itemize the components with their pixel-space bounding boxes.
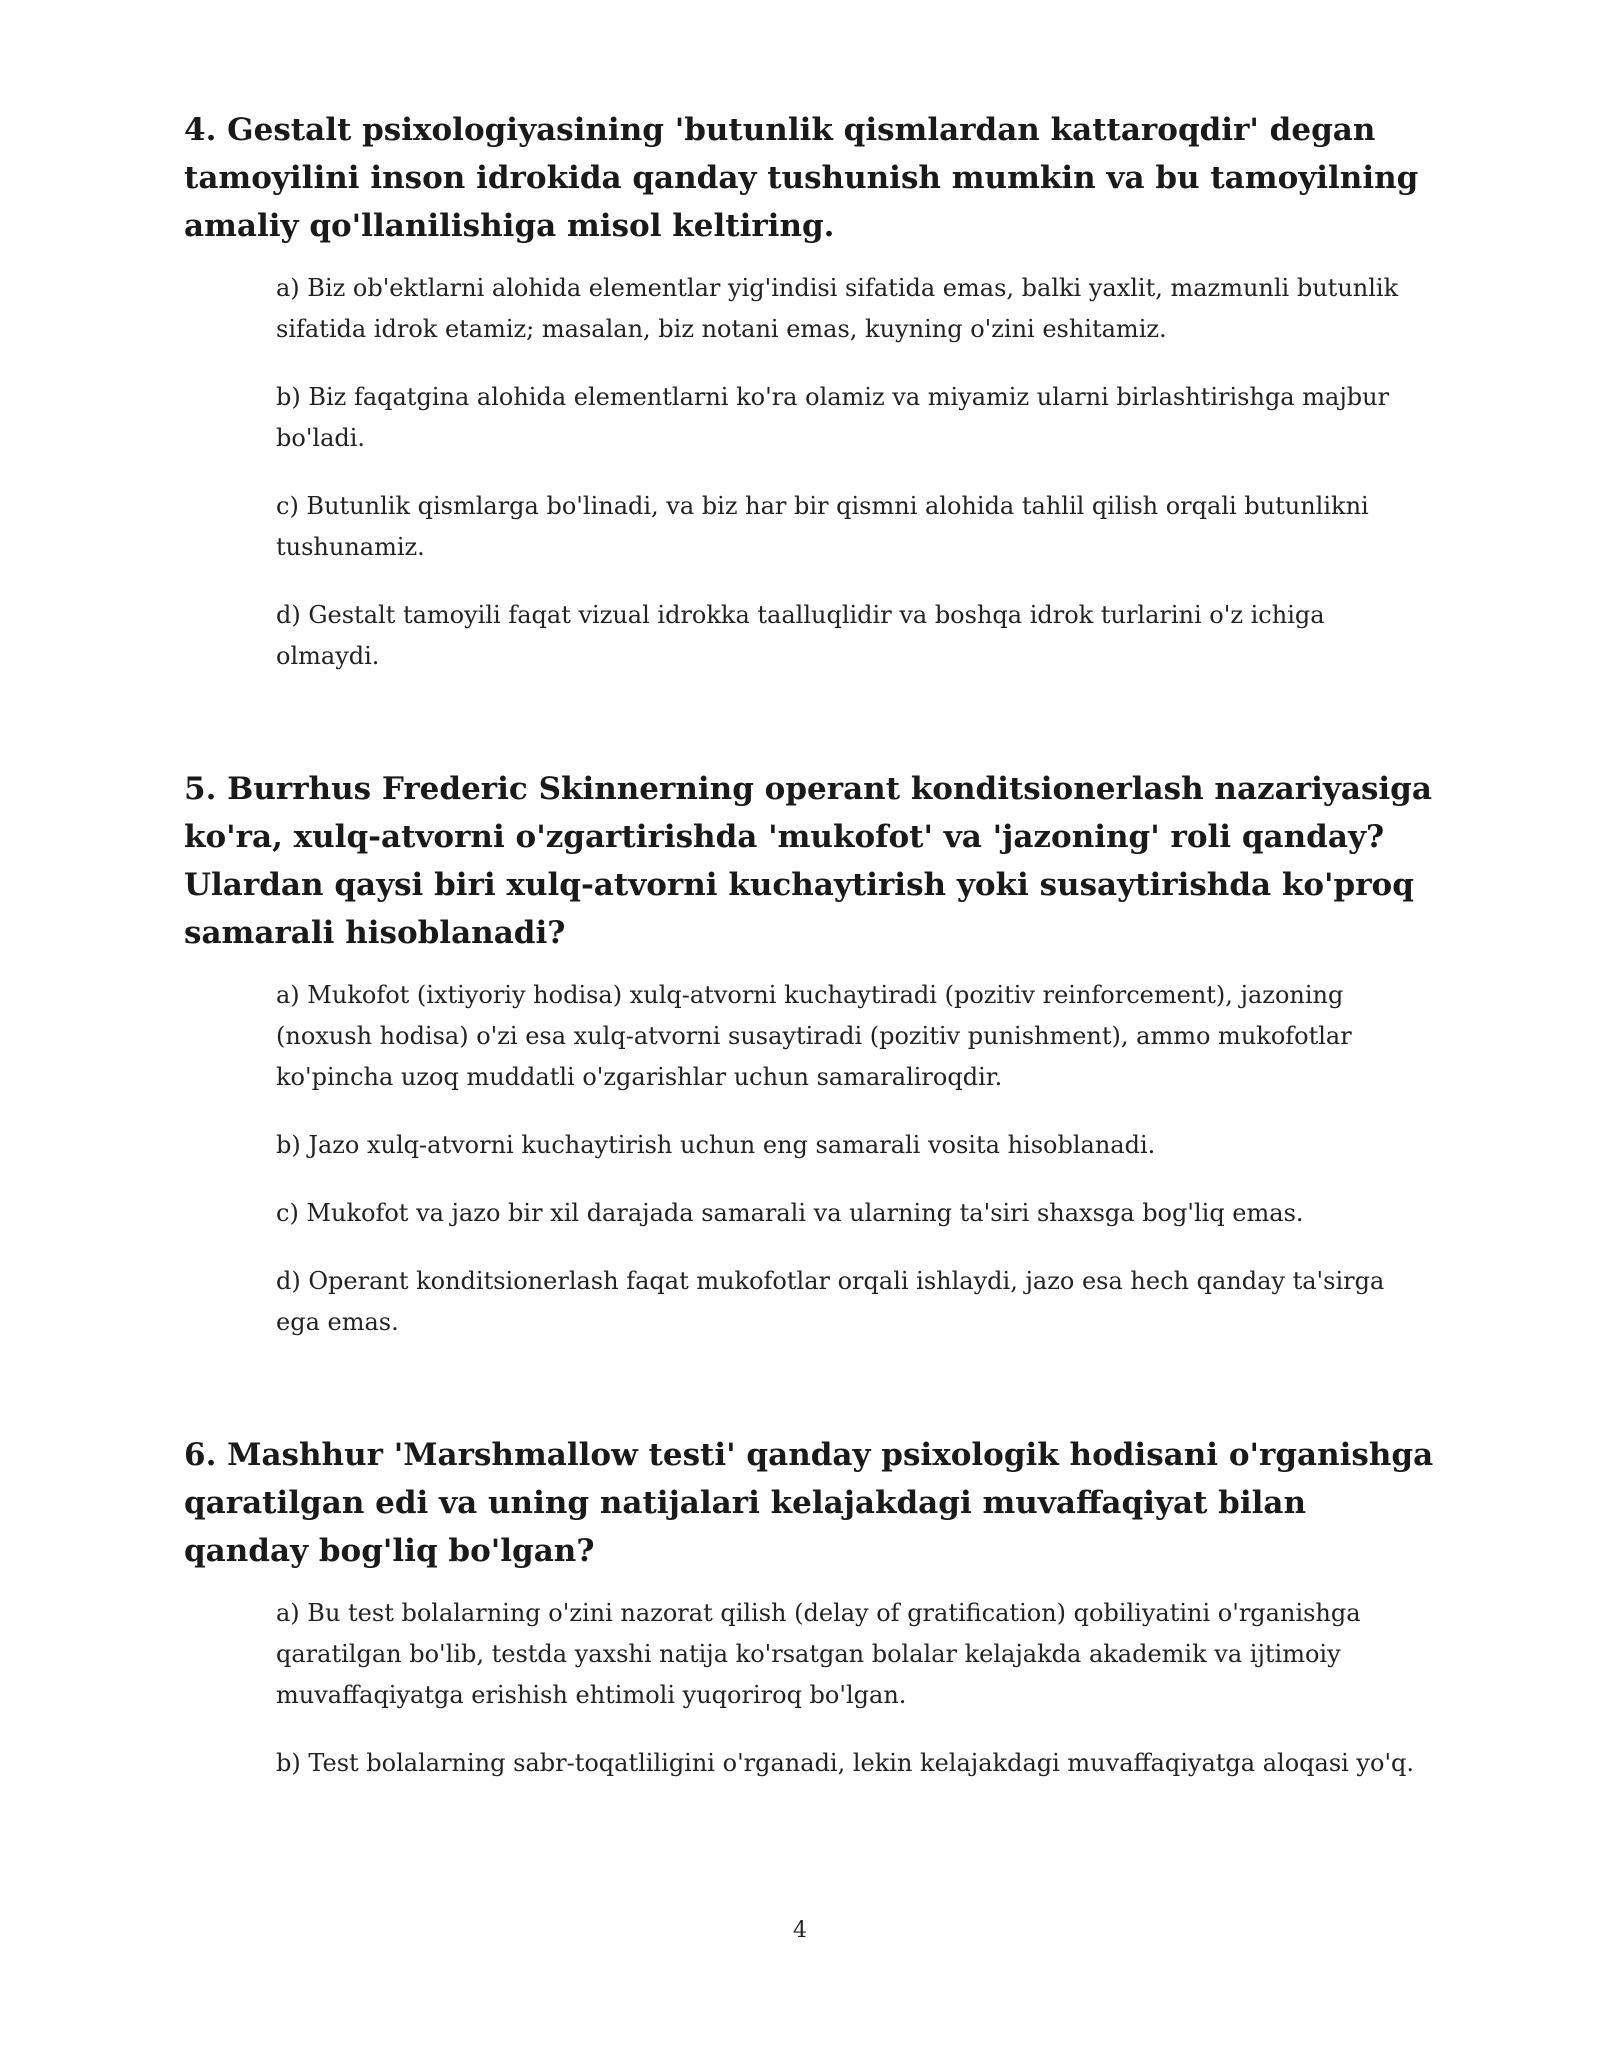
question-4 (184, 106, 1444, 677)
answer-option-d: d) Gestalt tamoyili faqat vizual idrokka taalluqlidir va boshqa idrok turlarini o'z ichiga olmaydi. (276, 601, 1325, 670)
answer-option-a: a) Biz ob'ektlarni alohida elementlar yig'indisi sifatida emas, balki yaxlit, mazmunli butunlik sifatida idrok etamiz; masalan, biz notani emas, kuyning o'zini eshitamiz. (276, 274, 1399, 343)
answer-options (276, 975, 1426, 1343)
answer-options (276, 1593, 1426, 1784)
question-title: 4. Gestalt psixologiyasining 'butunlik qismlardan kattaroqdir' degan tamoyilini inson idrokida qanday tushunish mumkin va bu tamoyilning amaliy qo'llanilishiga misol keltiring. (184, 112, 1419, 244)
question-title: 6. Mashhur 'Marshmallow testi' qanday psixologik hodisani o'rganishga qaratilgan edi va uning natijalari kelajakdagi muvaffaqiyat bilan qanday bog'liq bo'lgan? (184, 1437, 1434, 1569)
document-page (184, 106, 1444, 1811)
answer-option-a: a) Mukofot (ixtiyoriy hodisa) xulq-atvorni kuchaytiradi (pozitiv reinforcement), jazoning (noxush hodisa) o'zi esa xulq-atvorni susaytiradi (pozitiv punishment), ammo mukofotlar ko'pincha uzoq muddatli o'zgarishlar uchun samaraliroqdir. (276, 981, 1352, 1091)
answer-option-a: a) Bu test bolalarning o'zini nazorat qilish (delay of gratification) qobiliyatini o'rganishga qaratilgan bo'lib, testda yaxshi natija ko'rsatgan bolalar kelajakda akademik va ijtimoiy muvaffaqiyatga erishish ehtimoli yuqoriroq bo'lgan. (276, 1599, 1361, 1709)
answer-option-b: b) Test bolalarning sabr-toqatliligini o'rganadi, lekin kelajakdagi muvaffaqiyatga aloqasi yo'q. (276, 1749, 1415, 1777)
question-5 (184, 765, 1444, 1343)
question-6 (184, 1431, 1444, 1784)
question-title: 5. Burrhus Frederic Skinnerning operant konditsionerlash nazariyasiga ko'ra, xulq-atvorni o'zgartirishda 'mukofot' va 'jazoning' roli qanday? Ulardan qaysi biri xulq-atvorni kuchaytirish yoki susaytirishda ko'proq samarali hisoblanadi? (184, 771, 1432, 951)
answer-option-c: c) Butunlik qismlarga bo'linadi, va biz har bir qismni alohida tahlil qilish orqali butunlikni tushunamiz. (276, 492, 1369, 561)
answer-option-d: d) Operant konditsionerlash faqat mukofotlar orqali ishlaydi, jazo esa hech qanday ta'sirga ega emas. (276, 1267, 1385, 1336)
answer-option-b: b) Jazo xulq-atvorni kuchaytirish uchun eng samarali vosita hisoblanadi. (276, 1131, 1156, 1159)
answer-options (276, 268, 1426, 677)
page-number: 4 (793, 1918, 807, 1943)
answer-option-b: b) Biz faqatgina alohida elementlarni ko'ra olamiz va miyamiz ularni birlashtirishga majbur bo'ladi. (276, 383, 1390, 452)
answer-option-c: c) Mukofot va jazo bir xil darajada samarali va ularning ta'siri shaxsga bog'liq emas. (276, 1199, 1304, 1227)
